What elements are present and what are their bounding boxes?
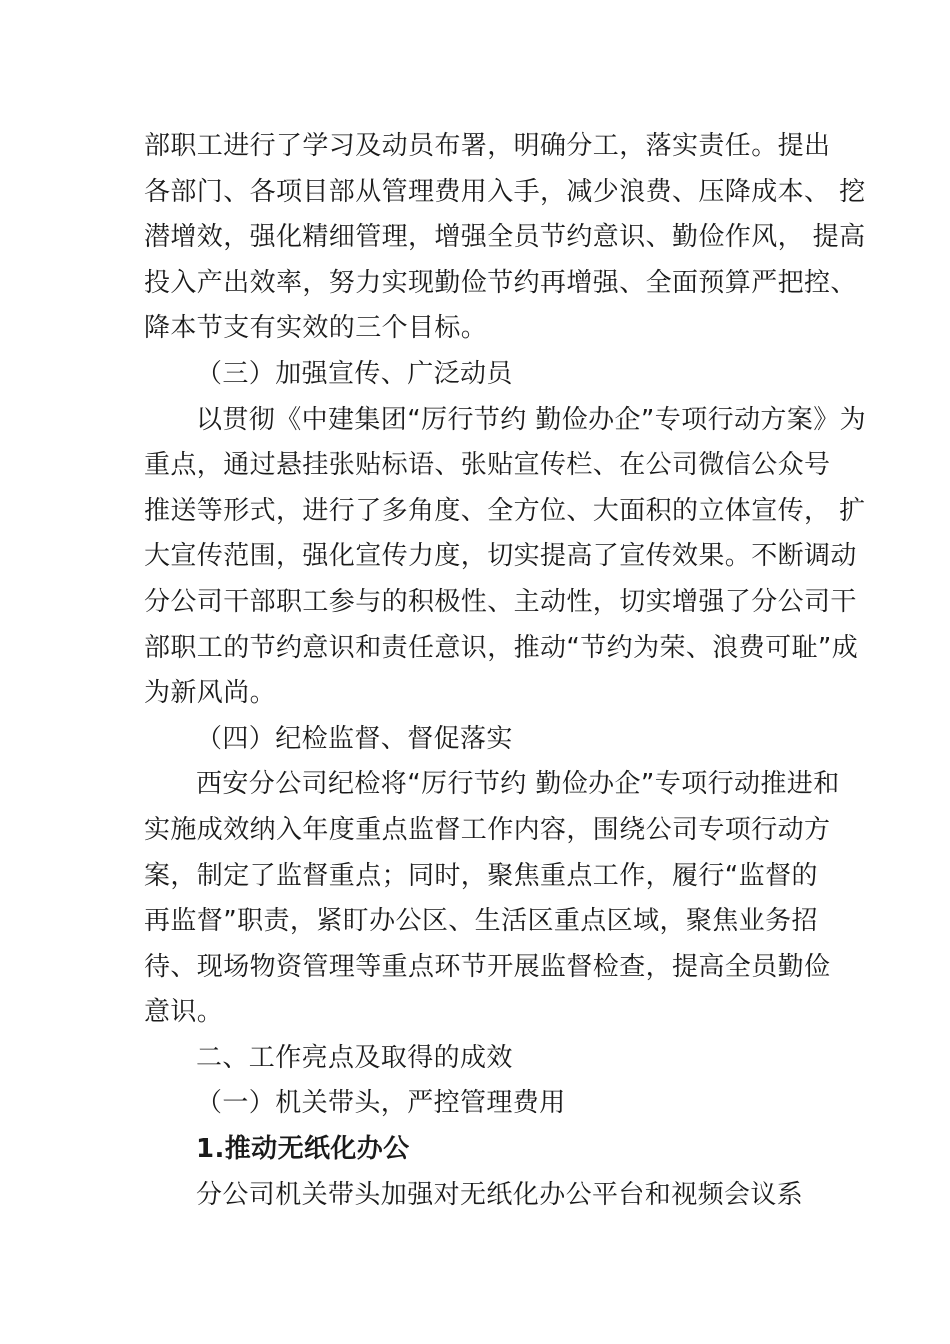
body-text-line: 投入产出效率，努力实现勤俭节约再增强、全面预算严把控、	[144, 267, 857, 298]
body-text-line: 待、现场物资管理等重点环节开展监督检查，提高全员勤俭	[144, 951, 831, 982]
body-text-line: 分公司机关带头加强对无纸化办公平台和视频会议系	[196, 1179, 804, 1210]
body-text-line: 实施成效纳入年度重点监督工作内容，围绕公司专项行动方	[144, 814, 831, 845]
body-text-line: 意识。	[144, 997, 224, 1028]
subsection-heading-1: 1.推动无纸化办公	[196, 1134, 410, 1165]
body-text-line: 部职工的节约意识和责任意识，推动“节约为荣、浪费可耻”成	[144, 632, 859, 663]
body-text-line: 以贯彻《中建集团“厉行节约 勤俭办企”专项行动方案》为	[196, 404, 867, 435]
section-heading-1: （一）机关带头，严控管理费用	[196, 1088, 566, 1119]
body-text-line: 西安分公司纪检将“厉行节约 勤俭办企”专项行动推进和	[196, 769, 840, 800]
section-heading-3: （三）加强宣传、广泛动员	[196, 358, 513, 389]
document-page	[144, 124, 867, 1218]
body-text-line: 大宣传范围，强化宣传力度，切实提高了宣传效果。不断调动	[144, 541, 857, 572]
body-text-line: 为新风尚。	[144, 678, 277, 709]
body-text-line: 再监督”职责，紧盯办公区、生活区重点区域，聚焦业务招	[144, 906, 818, 937]
body-text-line: 各部门、各项目部从管理费用入手，减少浪费、压降成本、 挖	[144, 176, 866, 207]
body-text-line: 重点，通过悬挂张贴标语、张贴宣传栏、在公司微信公众号	[144, 450, 831, 481]
body-text-line: 分公司干部职工参与的积极性、主动性，切实增强了分公司干	[144, 586, 857, 617]
body-text-line: 案，制定了监督重点；同时，聚焦重点工作，履行“监督的	[144, 860, 818, 891]
body-text-line: 潜增效，强化精细管理，增强全员节约意识、勤俭作风， 提高	[144, 222, 866, 253]
body-text-line: 推送等形式，进行了多角度、全方位、大面积的立体宣传， 扩	[144, 495, 866, 526]
body-text-line: 降本节支有实效的三个目标。	[144, 313, 488, 344]
section-heading-4: （四）纪检监督、督促落实	[196, 723, 513, 754]
body-text-line: 部职工进行了学习及动员布署，明确分工，落实责任。提出	[144, 131, 831, 161]
chapter-heading-2: 二、工作亮点及取得的成效	[196, 1042, 513, 1073]
